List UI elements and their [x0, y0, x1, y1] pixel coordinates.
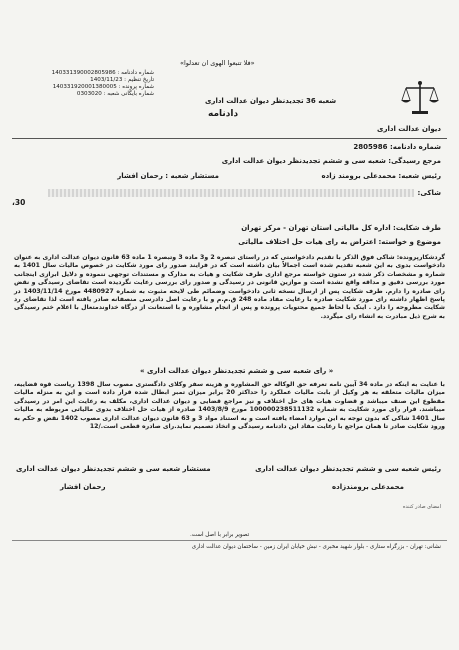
scales-of-justice-emblem: [400, 78, 440, 118]
court-address: نشانی: تهران - بزرگراه ستاری - بلوار شهید مخبری - نبش خیابان ایران زمین - ساختمان دیوان عدالت اداری: [191, 544, 441, 550]
meta-line: شماره پرونده : 140331920001380005: [52, 84, 154, 90]
basmala: «فلا تتبعوا الهوی ان تعدلوا»: [180, 59, 255, 67]
branch-advisor: مستشار شعبه : رحمان افشار: [117, 172, 219, 180]
case-report: گردشکارپرونده: شاکی فوق الذکر با تقدیم دادخواستی که در راستای تبصره 2 و3 ماده 3 وتبصره 1 ماده 63 قانون دیوان عدالت اداری به عنوان دادخواست بدوی به این شعبه تقدیم شده است اجمالاً بیان داشته است که در فرایند صدور رای مورد شکایت در خصوص مالیات سال 1401 به شماره و مشخصات ذکر شده در ستون خواسته مرجع اداری طرف شکایت و هیات به مدارک و مستندات توجهی ننموده و دلایل ابرازی اینجانب مورد بررسی دقیق و مداقه واقع نشده است و موازین قانونی در رسیدگی و صدور رای بررسی رعایت نگردیده است تقاضای رسیدگی و نقض رای صادره را دارم. طرف شکایت پس از ارسال نسخه ثانی دادخواست وضمائم طی لایحه مثبوت به شماره 4480927 مورخ 1403/11/14 در پاسخ اظهار داشته رای مورد شکایت صادره با رعایت مفاد ماده 248 ق.م.م و با رعایت اصل دادرسی منصفانه صادر یافته است لذا تقاضای رد شکایت مطروحه را دارد . اینک با لحاظ جمیع محتویات پرونده و پس از انجام مشاوره و با استعانت از درگاه خداوندمتعال با اعلام ختم رسیدگی به شرح ذیل مبادرت به انشاء رای میگردد.: [14, 254, 446, 320]
reference-authority: مرجع رسیدگی: شعبه سی و ششم تجدیدنظر دیوان عدالت اداری: [221, 157, 441, 165]
court-name: دیوان عدالت اداری: [377, 125, 441, 133]
header-divider: [12, 138, 447, 139]
footer-divider: [12, 540, 447, 541]
advisor-signature-title: مستشار شعبه سی و ششم تجدیدنظر دیوان عدالت اداری: [16, 465, 211, 473]
certified-copy: تصویر برابر با اصل است.: [190, 532, 250, 538]
document-type: دادنامه: [208, 109, 239, 119]
advisor-signature-name: رحمان افشار: [60, 483, 106, 491]
stamp-note: امضای صادر کننده: [402, 504, 441, 510]
ruling-heading: « رای شعبه سی و ششم تجدیدنظر دیوان عدالت اداری »: [140, 367, 334, 375]
plaintiff-code: ،30: [12, 198, 26, 207]
case-subject: موضوع و خواسته: اعتراض به رای هیات حل اختلاف مالیاتی: [238, 238, 441, 246]
head-signature-name: محمدعلی برومندزاده: [332, 483, 404, 491]
meta-line: شماره بایگانی شعبه : 0303020: [76, 91, 154, 97]
meta-line: تاریخ تنظیم : 1403/11/23: [90, 77, 154, 83]
branch-head: رئیس شعبه: محمدعلی برومند زاده: [321, 172, 441, 180]
defendant: طرف شکایت: اداره کل مالیاتی استان تهران - مرکز تهران: [241, 224, 441, 232]
verdict-number: شماره دادنامه: 2805986: [353, 143, 441, 151]
ruling-text: با عنایت به اینکه در ماده 34 آیین نامه تعرفه حق الوکاله حق المشاوره و هزینه سفر وکلای دادگستری مصوب سال 1398 ریاست قوه قضاییه، میزان مالیات متعلقه به هر وکیل از بابت مالیات عملکرد را حداکثر 20 برابر میزان تمبر ابطال شده قرار داده است و این به منزله مالیات مقطوع این صنف میباشد و قضاوت هیات های حل اختلاف و نیز مراجع قضایی و دیوان عدالت اداری، مکلف به رعایت این امر در رسیدگی میباشند. قرار رای مورد شکایت به شماره 100000238511132 مورخ 1403/8/9 صادره از هیات حل اختلاف بدوی مالیاتی مربوطه به مالیات سال 1401 شاکی که بدون توجه به این موارد امضاء یافته است و به استناد مواد 3 و 63 قانون دیوان عدالت اداری مصوب 1402 نقض و حکم به ورود شکایت صادر تا همان مراجع با رعایت مفاد این دادنامه رسیدگی و اتخاذ تصمیم نماید.رای صادره قطعی است./12: [14, 381, 446, 431]
branch-title: شعبه 36 تجدیدنظر دیوان عدالت اداری: [205, 97, 337, 105]
document-meta: [14, 70, 154, 98]
redacted-plaintiff: [48, 189, 414, 197]
plaintiff-label: شاکی:: [417, 189, 441, 197]
head-signature-title: رئیس شعبه سی و ششم تجدیدنظر دیوان عدالت اداری: [255, 465, 441, 473]
meta-line: شماره دادنامه : 140331390002805986: [51, 70, 154, 76]
